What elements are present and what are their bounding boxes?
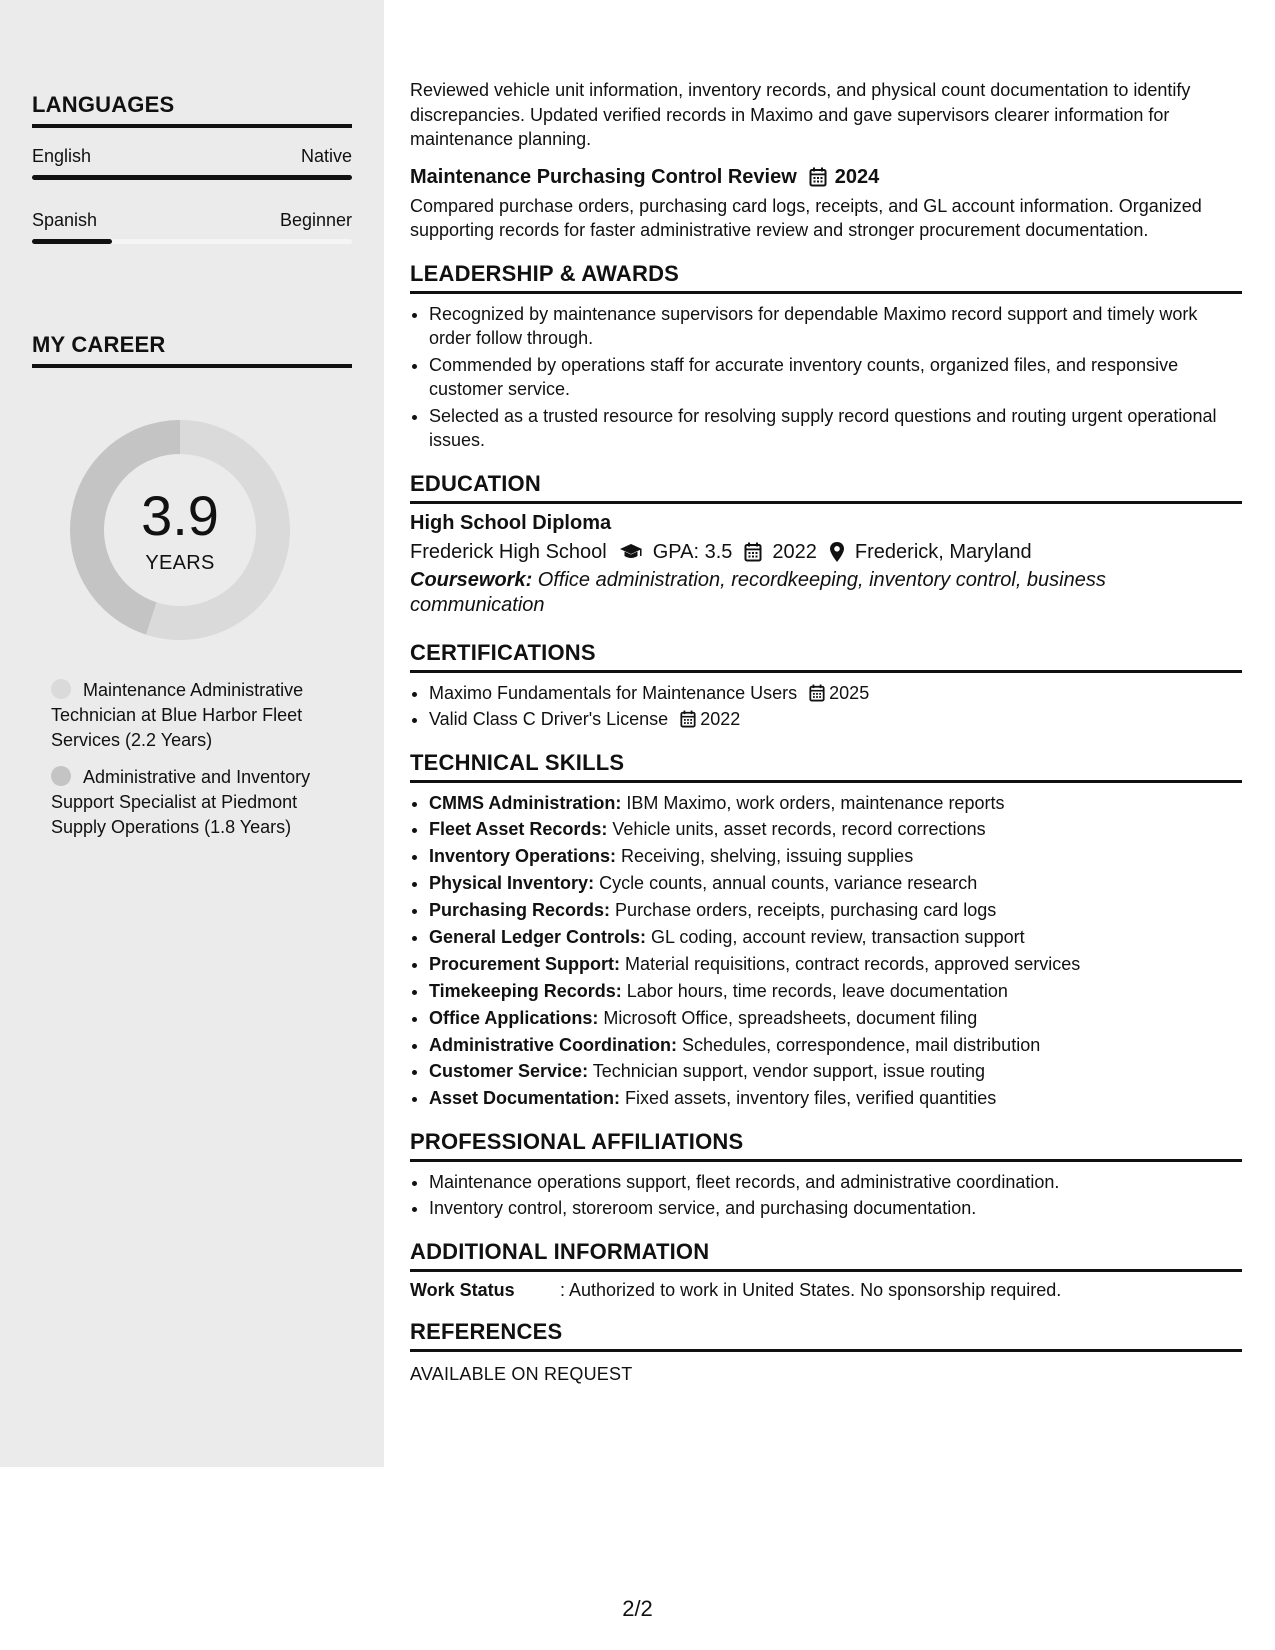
career-donut-chart — [66, 416, 294, 644]
page-number: 2/2 — [622, 1596, 653, 1621]
skill-label: Inventory Operations: — [429, 846, 617, 867]
skill-label: Customer Service: — [429, 1061, 589, 1082]
career-section — [32, 332, 352, 368]
education-school: Frederick High School — [410, 540, 607, 563]
skill-item — [429, 952, 1242, 977]
career-legend-text: Maintenance Administrative Technician at Blue Harbor Fleet Services (2.2 Years) — [51, 680, 304, 750]
calendar-icon — [809, 167, 827, 187]
language-item — [32, 210, 352, 244]
certification-name: • Maximo Fundamentals for Maintenance Users — [429, 682, 798, 703]
skill-value: Vehicle units, asset records, record corrections — [607, 819, 986, 840]
list-item: • Recognized by maintenance supervisors for dependable Maximo record support and timely work order follow through. — [429, 302, 1242, 351]
skill-value: Labor hours, time records, leave documentation — [621, 980, 1008, 1001]
language-name: Spanish — [32, 210, 98, 230]
affiliations-list — [410, 1170, 1242, 1221]
career-years-label: YEARS — [145, 552, 215, 574]
skill-item — [429, 1033, 1242, 1058]
language-name: English — [32, 146, 92, 166]
skill-label: General Ledger Controls: — [429, 926, 647, 947]
main-content — [410, 78, 1242, 1385]
language-level: Beginner — [279, 210, 352, 230]
skill-value: Microsoft Office, spreadsheets, document filing — [598, 1007, 978, 1028]
education-coursework — [410, 568, 1242, 618]
skill-label: Asset Documentation: — [429, 1088, 621, 1109]
skill-item — [429, 979, 1242, 1004]
languages-title: LANGUAGES — [32, 92, 352, 128]
skill-value: GL coding, account review, transaction support — [646, 926, 1025, 947]
skill-value: Fixed assets, inventory files, verified quantities — [620, 1088, 997, 1109]
references-text: AVAILABLE ON REQUEST — [410, 1363, 633, 1384]
additional-info-title: ADDITIONAL INFORMATION — [410, 1239, 1242, 1272]
calendar-icon — [744, 542, 762, 562]
languages-section — [32, 92, 352, 244]
career-legend-item — [51, 678, 341, 753]
project-heading — [410, 166, 1242, 189]
references-title: REFERENCES — [410, 1319, 1242, 1352]
education-location: Frederick, Maryland — [854, 540, 1032, 563]
skill-label: Physical Inventory: — [429, 873, 595, 894]
language-level: Native — [300, 146, 352, 166]
coursework-text: Office administration, recordkeeping, inventory control, business communication — [410, 568, 1106, 616]
career-total-years: 3.9 — [141, 484, 219, 547]
certification-year: 2025 — [829, 682, 870, 703]
project-year: 2024 — [834, 165, 880, 188]
skill-item — [429, 1086, 1242, 1111]
skill-label: Office Applications: — [429, 1007, 599, 1028]
skill-value: Technician support, vendor support, issue routing — [588, 1061, 985, 1082]
language-proficiency-bar — [32, 175, 352, 180]
certification-year: 2022 — [700, 709, 741, 729]
language-item — [32, 146, 352, 180]
education-gpa: GPA: 3.5 — [652, 540, 733, 563]
skill-value: Cycle counts, annual counts, variance research — [594, 873, 978, 894]
language-proficiency-bar — [32, 239, 352, 244]
career-legend-item — [51, 765, 341, 840]
skill-value: Schedules, correspondence, mail distribution — [677, 1034, 1041, 1055]
skill-label: Purchasing Records: — [429, 900, 611, 921]
skills-list — [410, 791, 1242, 1111]
skill-value: Receiving, shelving, issuing supplies — [616, 846, 914, 867]
sidebar — [0, 0, 384, 1467]
language-proficiency-fill — [32, 239, 112, 244]
calendar-icon — [809, 684, 825, 702]
skills-title: TECHNICAL SKILLS — [410, 750, 1242, 783]
intro-paragraph: Reviewed vehicle unit information, inventory records, and physical count documentation to identify discrepancies. Updated verified records in Maximo and gave supervisors clearer information for maintenance planning. — [410, 80, 1191, 149]
work-status-value: : Authorized to work in United States. No sponsorship required. — [560, 1279, 1062, 1300]
skill-item — [429, 871, 1242, 896]
map-pin-icon — [829, 541, 845, 563]
skill-label: Administrative Coordination: — [429, 1034, 678, 1055]
education-details — [410, 541, 1242, 564]
coursework-label: Coursework: — [410, 568, 533, 591]
work-status-row — [410, 1280, 1242, 1301]
career-legend — [51, 678, 341, 852]
certifications-title: CERTIFICATIONS — [410, 640, 1242, 673]
project-description: Compared purchase orders, purchasing card logs, receipts, and GL account information. Organized supporting records for faster administrative review and stronger procurement documentation. — [410, 195, 1202, 240]
skill-item — [429, 1006, 1242, 1031]
graduation-cap-icon — [619, 543, 643, 561]
skill-value: Purchase orders, receipts, purchasing card logs — [610, 900, 997, 921]
legend-dot-icon — [51, 679, 71, 699]
work-status-label: Work Status — [410, 1279, 515, 1300]
skill-value: IBM Maximo, work orders, maintenance reports — [621, 792, 1005, 813]
skill-label: Procurement Support: — [429, 953, 621, 974]
certification-item — [429, 681, 1242, 706]
career-legend-text: Administrative and Inventory Support Specialist at Piedmont Supply Operations (1.8 Years) — [51, 767, 311, 837]
education-title: EDUCATION — [410, 471, 1242, 504]
skill-item — [429, 844, 1242, 869]
language-proficiency-fill — [32, 175, 352, 180]
skill-label: CMMS Administration: — [429, 792, 622, 813]
skill-label: Timekeeping Records: — [429, 980, 622, 1001]
skill-item — [429, 817, 1242, 842]
list-item: • Inventory control, storeroom service, and purchasing documentation. — [429, 1196, 1242, 1221]
education-year: 2022 — [772, 540, 817, 563]
skill-item — [429, 925, 1242, 950]
skill-item — [429, 1059, 1242, 1084]
calendar-icon — [680, 710, 696, 728]
skill-item — [429, 791, 1242, 816]
project-title: Maintenance Purchasing Control Review — [410, 165, 797, 188]
certifications-list — [410, 681, 1242, 732]
skill-label: Fleet Asset Records: — [429, 819, 608, 840]
education-degree: High School Diploma — [410, 511, 612, 534]
leadership-list — [410, 302, 1242, 453]
skill-value: Material requisitions, contract records, approved services — [620, 953, 1081, 974]
list-item: • Maintenance operations support, fleet records, and administrative coordination. — [429, 1170, 1242, 1195]
list-item: • Commended by operations staff for accurate inventory counts, organized files, and responsive customer service. — [429, 353, 1242, 402]
list-item: • Selected as a trusted resource for resolving supply record questions and routing urgent operational issues. — [429, 404, 1242, 453]
certification-name: • Valid Class C Driver's License — [429, 709, 669, 729]
legend-dot-icon — [51, 766, 71, 786]
certification-item — [429, 707, 1242, 732]
skill-item — [429, 898, 1242, 923]
affiliations-title: PROFESSIONAL AFFILIATIONS — [410, 1129, 1242, 1162]
career-title: MY CAREER — [32, 332, 352, 368]
leadership-title: LEADERSHIP & AWARDS — [410, 261, 1242, 294]
